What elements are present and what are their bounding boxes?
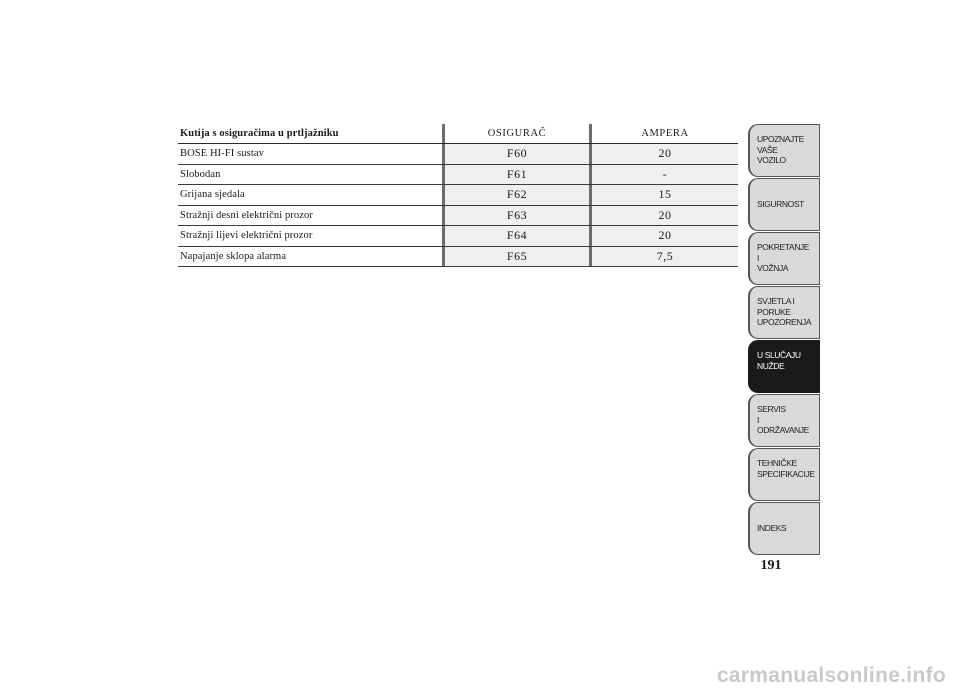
row-ampere: 15 (592, 185, 738, 205)
row-ampere: 20 (592, 226, 738, 246)
header-fuse: OSIGURAČ (442, 124, 592, 143)
watermark: carmanualsonline.info (716, 664, 946, 687)
tab-tehnicke-specifikacije[interactable]: TEHNIČKE SPECIFIKACIJE (748, 448, 820, 501)
tab-u-slucaju-nuzde[interactable]: U SLUČAJU NUŽDE (748, 340, 820, 393)
table-header-row (178, 124, 738, 144)
row-ampere: 20 (592, 144, 738, 164)
row-ampere: - (592, 165, 738, 185)
chapter-tabs (748, 124, 820, 556)
row-description: Grijana sjedala (180, 189, 245, 201)
row-description: Slobodan (180, 168, 221, 180)
row-ampere: 7,5 (592, 247, 738, 267)
row-description: Stražnji lijevi električni prozor (180, 230, 313, 242)
page-number: 191 (760, 558, 782, 573)
fuse-table (178, 124, 738, 267)
table-row (178, 226, 738, 247)
tab-indeks[interactable]: INDEKS (748, 502, 820, 555)
row-fuse: F61 (442, 165, 592, 185)
row-fuse: F60 (442, 144, 592, 164)
header-description: Kutija s osiguračima u prtljažniku (180, 128, 339, 139)
row-description: BOSE HI-FI sustav (180, 148, 264, 160)
row-fuse: F62 (442, 185, 592, 205)
header-ampere: AMPERA (641, 128, 689, 139)
row-description: Stražnji desni električni prozor (180, 209, 313, 221)
row-fuse: F65 (442, 247, 592, 267)
row-ampere: 20 (592, 206, 738, 226)
table-row (178, 165, 738, 186)
tab-svjetla-i-poruke-upozorenja[interactable]: SVJETLA I PORUKE UPOZORENJA (748, 286, 820, 339)
row-fuse: F64 (442, 226, 592, 246)
table-row (178, 247, 738, 268)
row-description: Napajanje sklopa alarma (180, 250, 287, 262)
tab-sigurnost[interactable]: SIGURNOST (748, 178, 820, 231)
tab-upoznajte-vase-vozilo[interactable]: UPOZNAJTE VAŠE VOZILO (748, 124, 820, 177)
tab-pokretanje-i-voznja[interactable]: POKRETANJE I VOŽNJA (748, 232, 820, 285)
table-row (178, 185, 738, 206)
table-row (178, 144, 738, 165)
table-row (178, 206, 738, 227)
row-fuse: F63 (442, 206, 592, 226)
tab-servis-i-odrzavanje[interactable]: SERVIS I ODRŽAVANJE (748, 394, 820, 447)
